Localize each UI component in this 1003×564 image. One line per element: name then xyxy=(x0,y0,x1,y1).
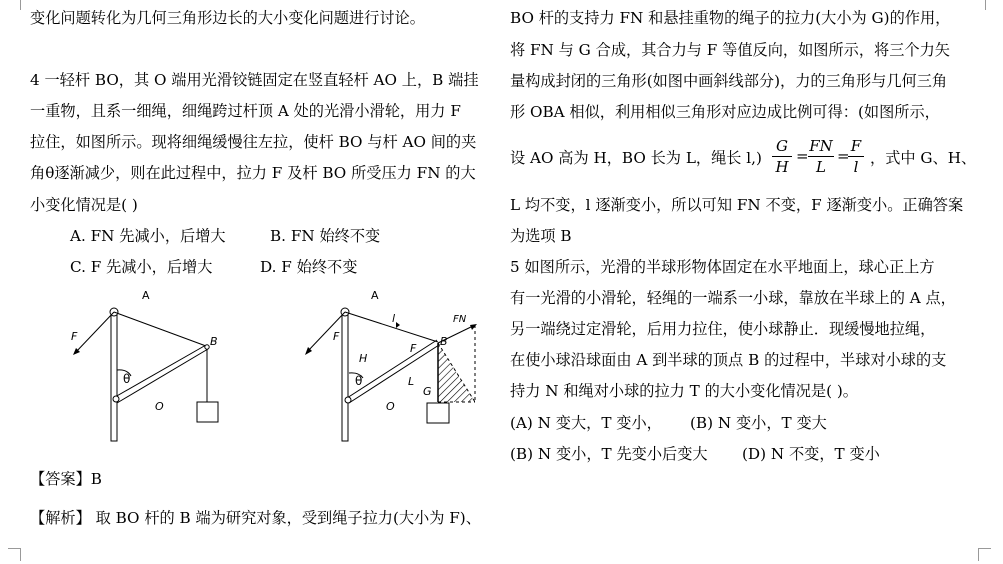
label-a: A xyxy=(142,289,150,302)
vertical-rod-ao xyxy=(111,311,117,441)
label-l-rod: L xyxy=(408,375,415,388)
equals-sign: = xyxy=(796,147,809,165)
label-fn: FN xyxy=(453,314,467,325)
q4-line: 小变化情况是( ) xyxy=(30,196,138,214)
explanation-line: BO 杆的支持力 FN 和悬挂重物的绳子的拉力(大小为 G)的作用， xyxy=(510,9,951,27)
fraction-denominator: l xyxy=(853,158,859,176)
explanation-line: 形 OBA 相似，利用相似三角形对应边成比例可得：(如图所示， xyxy=(510,103,940,121)
rod-bo-top xyxy=(115,345,206,397)
fraction-denominator: H xyxy=(775,158,789,176)
label-o: O xyxy=(386,400,395,413)
label-b: B xyxy=(440,335,448,348)
hinge-o xyxy=(113,396,119,402)
option-d: D. F 始终不变 xyxy=(260,258,358,276)
fraction-fn-l xyxy=(808,137,834,176)
rope-ab xyxy=(114,312,206,346)
label-a: A xyxy=(371,289,379,302)
label-h: H xyxy=(359,352,368,365)
equation-prefix: 设 AO 高为 H，BO 长为 L，绳长 l,) xyxy=(510,149,762,167)
equation-suffix: ，式中 G、H、 xyxy=(870,149,977,167)
q4-line: 角θ逐渐减少，则在此过程中，拉力 F 及杆 BO 所受压力 FN 的大 xyxy=(30,164,476,182)
vertical-rod-ao xyxy=(342,311,348,441)
page-corner-mark-bottom-left xyxy=(8,548,21,561)
equals-sign: = xyxy=(837,147,850,165)
fraction-numerator: F xyxy=(850,137,862,155)
fraction-g-h xyxy=(772,137,792,176)
explanation-line: 将 FN 与 G 合成，其合力与 F 等值反向，如图所示，将三个力矢 xyxy=(510,41,950,59)
page-corner-mark-bottom-right xyxy=(978,548,991,561)
q4-line: 拉住，如图所示。现将细绳缓慢往左拉，使杆 BO 与杆 AO 间的夹 xyxy=(30,133,477,151)
q5-line: 有一光滑的小滑轮，轻绳的一端系一小球，靠放在半球上的 A 点， xyxy=(510,289,956,307)
arrow-fn xyxy=(470,324,477,330)
option-b: (B) N 变小，T 变大 xyxy=(690,414,827,432)
fraction-numerator: FN xyxy=(809,137,833,155)
label-f-left: F xyxy=(333,330,340,343)
fraction-denominator: L xyxy=(816,158,826,176)
q5-line: 5 如图所示，光滑的半球形物体固定在水平地面上，球心正上方 xyxy=(510,258,935,276)
page-corner-mark-top-left xyxy=(8,0,21,10)
label-f-right: F xyxy=(410,342,417,355)
option-d: (D) N 不变，T 变小 xyxy=(742,445,880,463)
option-a: (A) N 变大，T 变小， xyxy=(510,414,662,432)
fraction-f-l xyxy=(848,137,864,176)
label-theta: θ xyxy=(123,372,131,386)
q4-line: 4 一轻杆 BO，其 O 端用光滑铰链固定在竖直轻杆 AO 上，B 端挂 xyxy=(30,71,479,89)
label-f: F xyxy=(71,330,78,343)
weight-box xyxy=(197,402,218,422)
label-theta: θ xyxy=(355,374,363,388)
q5-line: 持力 N 和绳对小球的拉力 T 的大小变化情况是( )。 xyxy=(510,382,858,400)
explanation-line: L 均不变，l 逐渐变小，所以可知 FN 不变，F 逐渐变小。正确答案 xyxy=(510,196,964,214)
analysis-line: 【解析】 取 BO 杆的 B 端为研究对象，受到绳子拉力(大小为 F)、 xyxy=(30,509,481,527)
q4-line: 一重物，且系一细绳，细绳跨过杆顶 A 处的光滑小滑轮，用力 F xyxy=(30,102,461,120)
weight-box xyxy=(427,403,449,423)
label-o: O xyxy=(155,400,164,413)
label-l-rope: l xyxy=(392,312,396,325)
force-triangle-hatched xyxy=(438,343,475,402)
arrow-rope-l xyxy=(396,322,400,328)
label-b: B xyxy=(210,335,218,348)
fraction-numerator: G xyxy=(776,137,788,155)
option-c: C. F 先减小，后增大 xyxy=(70,258,213,276)
q5-line: 另一端绕过定滑轮，后用力拉住，使小球静止．现缓慢地拉绳， xyxy=(510,320,936,338)
option-c: (B) N 变小，T 先变小后变大 xyxy=(510,445,708,463)
point-b xyxy=(205,345,209,349)
answer-line: 【答案】B xyxy=(30,470,102,488)
option-b: B. FN 始终不变 xyxy=(270,227,381,245)
label-g: G xyxy=(423,385,432,398)
explanation-line: 量构成封闭的三角形(如图中画斜线部分)，力的三角形与几何三角 xyxy=(510,72,948,90)
page-corner-mark-top-right xyxy=(985,0,998,10)
explanation-line: 为选项 B xyxy=(510,227,572,245)
hinge-o xyxy=(345,397,351,403)
q5-line: 在使小球沿球面由 A 到半球的顶点 B 的过程中，半球对小球的支 xyxy=(510,351,947,369)
figure-2-diagram xyxy=(295,285,495,450)
option-a: A. FN 先减小，后增大 xyxy=(70,227,226,245)
rope-f xyxy=(75,312,114,353)
intro-line: 变化问题转化为几何三角形边长的大小变化问题进行讨论。 xyxy=(30,9,425,27)
figure-1-diagram xyxy=(65,285,245,450)
